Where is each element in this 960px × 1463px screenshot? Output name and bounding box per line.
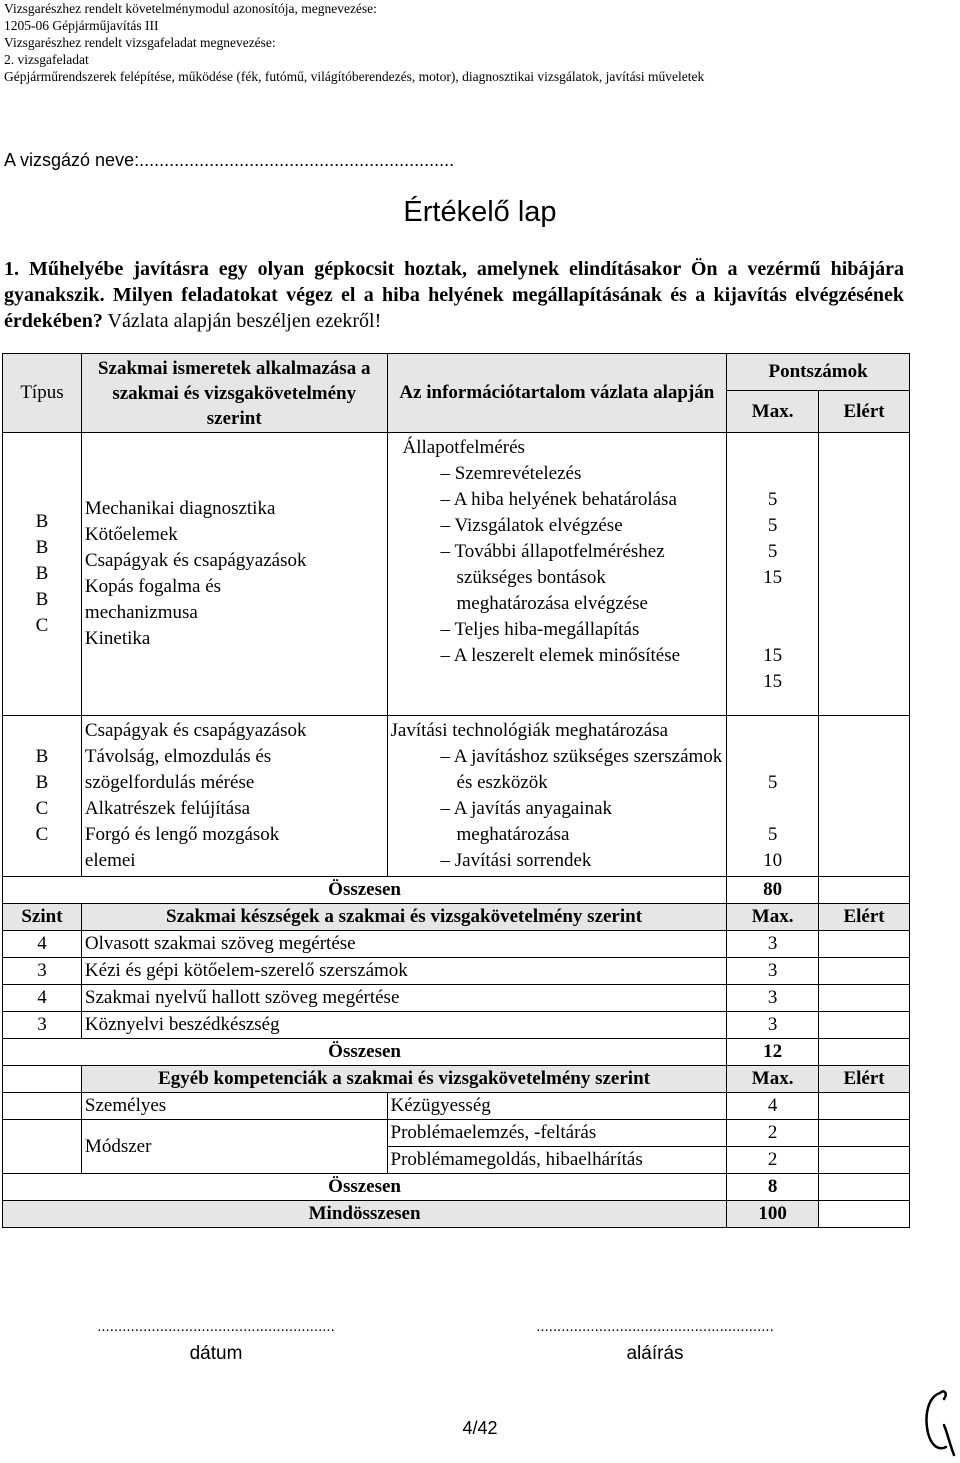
date-dots: ......................................................... xyxy=(97,1318,335,1335)
max-value: 5 xyxy=(767,541,778,562)
total-row-1 xyxy=(3,877,910,904)
skill-name: Szakmai nyelvű hallott szöveg megértése xyxy=(81,985,726,1012)
table-row xyxy=(3,958,910,985)
col-points-header: Pontszámok xyxy=(727,354,910,391)
list-item: – Teljes hiba-megállapítás xyxy=(391,617,724,643)
skill-achieved xyxy=(819,931,910,958)
knowledge-list-1: Mechanikai diagnosztika Kötőelemek Csapágyak és csapágyazások Kopás fogalma és mechanizmusa Kinetika xyxy=(81,433,387,716)
outline-heading-2: Javítási technológiák meghatározása xyxy=(390,720,669,741)
total-value: 12 xyxy=(727,1039,819,1066)
table-row xyxy=(3,1093,910,1120)
knowledge-list-2: Csapágyak és csapágyazások Távolság, elmozdulás és szögelfordulás mérése Alkatrészek felújítása Forgó és lengő mozgások elemei xyxy=(81,716,387,877)
skill-achieved xyxy=(819,1012,910,1039)
col-knowledge-header: Szakmai ismeretek alkalmazása a szakmai és vizsgakövetelmény szerint xyxy=(81,354,387,433)
skill-name: Köznyelvi beszédkészség xyxy=(81,1012,726,1039)
list-item: – A hiba helyének behatárolása xyxy=(391,487,724,513)
skill-level: 3 xyxy=(3,958,82,985)
competence-achieved xyxy=(819,1147,910,1174)
list-item: – A javításhoz szükséges szerszámok és eszközök xyxy=(391,744,724,796)
table-row xyxy=(3,985,910,1012)
skill-level: 4 xyxy=(3,931,82,958)
table-row xyxy=(3,931,910,958)
grand-total-value: 100 xyxy=(727,1201,819,1228)
block-condition-assessment xyxy=(3,433,910,716)
skill-achieved xyxy=(819,958,910,985)
skill-max: 3 xyxy=(727,958,819,985)
list-item: – Javítási sorrendek xyxy=(391,848,724,874)
list-item: – A leszerelt elemek minősítése xyxy=(391,643,724,669)
skill-name: Olvasott szakmai szöveg megértése xyxy=(81,931,726,958)
document-header xyxy=(4,0,704,85)
sign-signature-block xyxy=(525,1318,785,1365)
total-achieved xyxy=(819,1174,910,1201)
header-line-3: Vizsgarészhez rendelt vizsgafeladat megnevezése: xyxy=(4,35,276,50)
question-bold-text: 1. Műhelyébe javításra egy olyan gépkocsit hoztak, amelynek elindításakor Ön a vezérmű hibájára gyanakszik. Milyen feladatokat végez el a hiba helyének megállapításának és a kijavítás elvégzésének érdekében? xyxy=(4,258,904,332)
competence-achieved-header: Elért xyxy=(819,1066,910,1093)
competence-achieved xyxy=(819,1093,910,1120)
empty-cell xyxy=(3,1093,82,1120)
empty-cell xyxy=(3,1120,82,1174)
col-outline-header: Az információtartalom vázlata alapján xyxy=(387,354,727,433)
table-row xyxy=(3,1012,910,1039)
header-line-4: 2. vizsgafeladat xyxy=(4,52,89,67)
table-head-row xyxy=(3,354,910,391)
competence-head-row xyxy=(3,1066,910,1093)
skills-head-row xyxy=(3,904,910,931)
skills-title-header: Szakmai készségek a szakmai és vizsgakövetelmény szerint xyxy=(81,904,726,931)
outline-block-1 xyxy=(387,433,727,716)
total-achieved xyxy=(819,1039,910,1066)
total-value: 80 xyxy=(727,877,819,904)
page-number: 4/42 xyxy=(462,1418,498,1438)
outline-block-2 xyxy=(387,716,727,877)
skill-max: 3 xyxy=(727,931,819,958)
sign-dots: ......................................................... xyxy=(536,1318,774,1335)
skill-max: 3 xyxy=(727,985,819,1012)
date-label: dátum xyxy=(189,1343,243,1364)
competence-achieved xyxy=(819,1120,910,1147)
competence-max-header: Max. xyxy=(727,1066,819,1093)
skill-level: 3 xyxy=(3,1012,82,1039)
list-item: – További állapotfelméréshez szükséges bontások meghatározása elvégzése xyxy=(391,539,724,617)
max-value: 15 xyxy=(763,671,783,692)
empty-cell xyxy=(3,1066,82,1093)
col-type-header: Típus xyxy=(3,354,82,433)
max-value: 5 xyxy=(767,772,778,793)
col-max-header: Max. xyxy=(727,391,819,433)
achieved-points-2 xyxy=(819,716,910,877)
header-line-5: Gépjárműrendszerek felépítése, működése (fék, futómű, világítóberendezés, motor), diagnosztikai vizsgálatok, javítási műveletek xyxy=(4,69,705,84)
total-row-2 xyxy=(3,1039,910,1066)
competence-title-header: Egyéb kompetenciák a szakmai és vizsgakövetelmény szerint xyxy=(81,1066,726,1093)
header-line-1: Vizsgarészhez rendelt követelménymodul azonosítója, megnevezése: xyxy=(4,1,377,16)
achieved-points-1 xyxy=(819,433,910,716)
grand-total-label: Mindösszesen xyxy=(3,1201,727,1228)
skills-max-header: Max. xyxy=(727,904,819,931)
max-value: 15 xyxy=(763,567,783,588)
skills-achieved-header: Elért xyxy=(819,904,910,931)
competence-category: Módszer xyxy=(81,1120,387,1174)
col-achieved-header: Elért xyxy=(819,391,910,433)
sign-label: aláírás xyxy=(626,1343,684,1364)
competence-name: Problémaelemzés, -feltárás xyxy=(387,1120,727,1147)
outline-items-1 xyxy=(391,461,724,669)
type-codes-2: B B C C xyxy=(3,716,82,877)
outline-heading-1: Állapotfelmérés xyxy=(402,437,525,458)
grand-total-achieved xyxy=(819,1201,910,1228)
candidate-name-field: A vizsgázó neve:............................................................... xyxy=(4,150,455,170)
total-label: Összesen xyxy=(3,1174,727,1201)
max-value: 5 xyxy=(767,824,778,845)
max-value: 5 5 xyxy=(767,489,778,536)
max-value: 10 xyxy=(763,850,783,871)
max-points-1 xyxy=(727,433,819,716)
competence-max: 2 xyxy=(727,1120,819,1147)
max-points-2 xyxy=(727,716,819,877)
competence-max: 2 xyxy=(727,1147,819,1174)
list-item: – Szemrevételezés xyxy=(391,461,724,487)
skills-level-header: Szint xyxy=(3,904,82,931)
table-row xyxy=(3,1120,910,1147)
total-value: 8 xyxy=(727,1174,819,1201)
outline-items-2 xyxy=(391,744,724,874)
grand-total-row xyxy=(3,1201,910,1228)
competence-name: Kézügyesség xyxy=(387,1093,727,1120)
question-plain-text: Vázlata alapján beszéljen ezekről! xyxy=(102,310,382,332)
total-label: Összesen xyxy=(3,877,727,904)
total-label: Összesen xyxy=(3,1039,727,1066)
max-value: 15 xyxy=(763,645,783,666)
skill-max: 3 xyxy=(727,1012,819,1039)
block-repair-technology xyxy=(3,716,910,877)
total-achieved xyxy=(819,877,910,904)
list-item: – Vizsgálatok elvégzése xyxy=(391,513,724,539)
competence-max: 4 xyxy=(727,1093,819,1120)
date-signature-block xyxy=(86,1318,346,1365)
skill-level: 4 xyxy=(3,985,82,1012)
list-item: – A javítás anyagainak meghatározása xyxy=(391,796,724,848)
competence-category: Személyes xyxy=(81,1093,387,1120)
page-title: Értékelő lap xyxy=(403,196,557,228)
exam-question xyxy=(4,256,904,334)
evaluation-table xyxy=(2,353,910,1228)
skill-name: Kézi és gépi kötőelem-szerelő szerszámok xyxy=(81,958,726,985)
type-codes-1: B B B B C xyxy=(3,433,82,716)
competence-name: Problémamegoldás, hibaelhárítás xyxy=(387,1147,727,1174)
skill-achieved xyxy=(819,985,910,1012)
total-row-3 xyxy=(3,1174,910,1201)
header-line-2: 1205-06 Gépjárműjavítás III xyxy=(4,18,159,33)
